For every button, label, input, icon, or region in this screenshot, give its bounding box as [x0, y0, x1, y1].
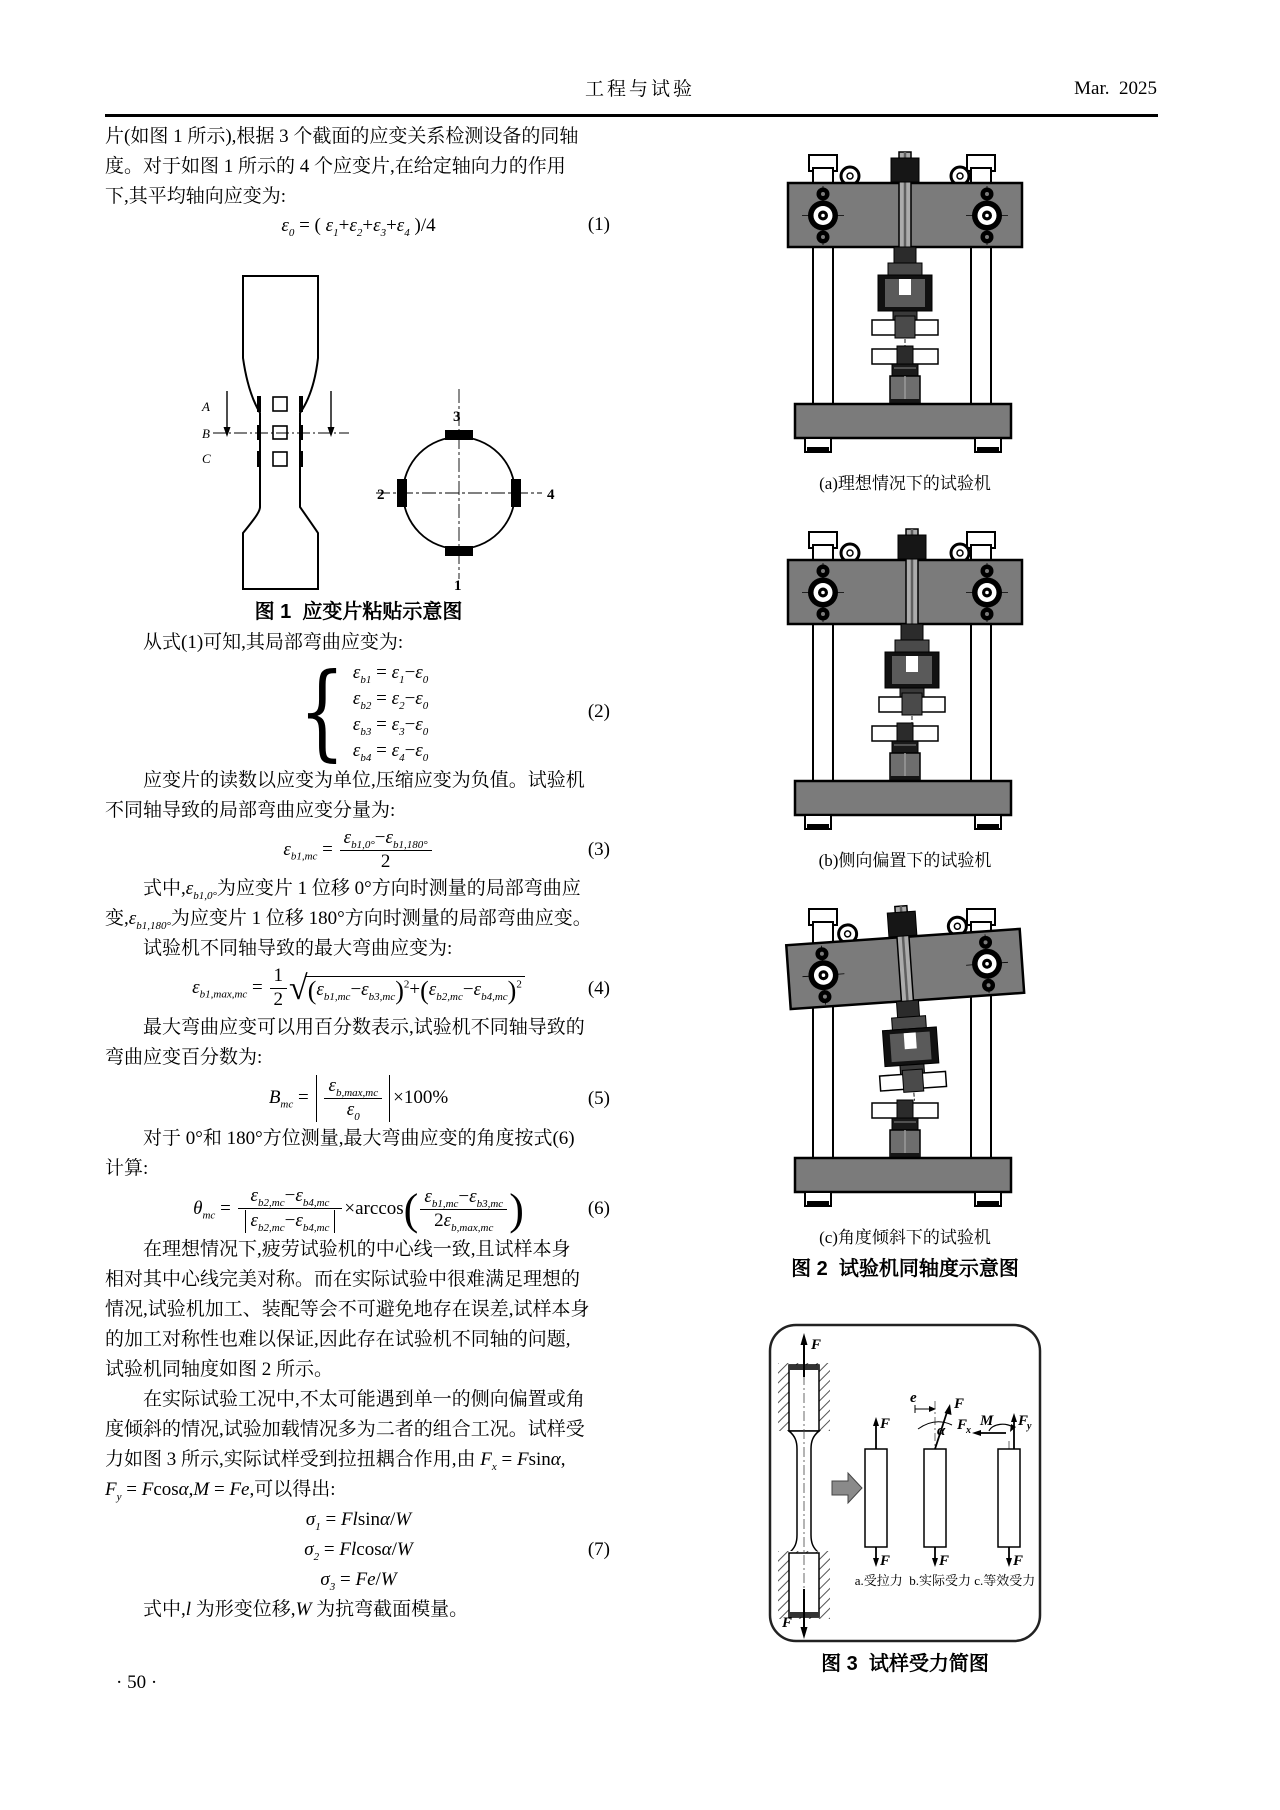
- journal-title: 工程与试验: [584, 79, 695, 100]
- body-line: 试验机不同轴导致的最大弯曲应变为:: [143, 938, 453, 960]
- force-label-f: F: [939, 1553, 950, 1569]
- force-label-f: F: [1013, 1553, 1024, 1569]
- body-line: 变$,\varepsilon_{b1,180^\circ}$为应变片 1 位移 180°方向时测量的局部弯曲应变。: [105, 908, 592, 933]
- body-line: 相对其中心线完美对称。而在实际试验中很难满足理想的: [105, 1268, 581, 1290]
- figure1-caption: 图 1 应变片粘贴示意图: [254, 600, 463, 623]
- fig2-subcaption-b: (b)侧向偏置下的试验机: [818, 851, 992, 870]
- equation-6: [105, 1184, 612, 1235]
- issue-date: Mar. 2025: [1074, 78, 1157, 99]
- force-label-f-tilted: F: [954, 1396, 965, 1412]
- fig2-subfigure-c: [652, 904, 1158, 1251]
- equation-body: $\varepsilon_{b1,max,mc}$ = $\frac{1}{2}$ √ ( $\varepsilon_{b1,mc}-\varepsilon_{b3,mc}$ ) $^2$+ ( $\varepsilon_{b2,mc}-\varepsilon_{b4,mc}$ ) $^2$: [192, 966, 525, 1011]
- equation-number: (6): [587, 1198, 610, 1220]
- body-line: 片(如图 1 所示),根据 3 个截面的应变关系检测设备的同轴: [105, 126, 579, 147]
- equation-body: $B_{mc}$ = $\frac{\varepsilon_{b,max,mc}}{\varepsilon_0}$ ×100%: [268, 1075, 449, 1123]
- equation-2: [105, 650, 612, 773]
- gauge-label-3: 3: [453, 408, 461, 425]
- equation-3: [105, 826, 612, 875]
- fig2-machine-offset: [775, 527, 1035, 839]
- fig3-inner-caption: a.受拉力 b.实际受力 c.等效受力: [854, 1573, 1036, 1588]
- body-line: 从式(1)可知,其局部弯曲应变为:: [143, 631, 404, 653]
- body-line: 下,其平均轴向应变为:: [105, 186, 287, 207]
- body-line: 式中$,\varepsilon_{b1,0^\circ}$为应变片 1 位移 0°方向时测量的局部弯曲应: [143, 878, 581, 903]
- body-line: 情况,试验机加工、装配等会不可避免地存在误差,试样本身: [105, 1298, 590, 1320]
- body-line: 在实际试验工况中,不太可能遇到单一的侧向偏置或角: [143, 1388, 585, 1410]
- figure2-caption: 图 2 试验机同轴度示意图: [791, 1258, 1019, 1280]
- equation-1: [105, 212, 612, 239]
- equation-number: (1): [587, 214, 610, 236]
- figure1: [105, 241, 612, 596]
- body-line: 不同轴导致的局部弯曲应变分量为:: [105, 799, 396, 821]
- force-label-fx-sub: x: [966, 1425, 971, 1436]
- force-label-fy: F: [1018, 1413, 1029, 1429]
- figure3-drawing: [768, 1323, 1042, 1643]
- equation-number: (3): [587, 839, 610, 861]
- equation-number: (4): [587, 977, 610, 999]
- equation-4: [105, 964, 612, 1013]
- body-line: 最大弯曲应变可以用百分数表示,试验机不同轴导致的: [143, 1017, 585, 1039]
- gauge-label-4: 4: [547, 486, 555, 503]
- body-line: 应变片的读数以应变为单位,压缩应变为负值。试验机: [143, 769, 585, 791]
- figure3-caption: 图 3 试样受力简图: [821, 1653, 989, 1675]
- body-line: 的加工对称性也难以保证,因此存在试验机不同轴的问题,: [105, 1328, 571, 1350]
- fig2-subcaption-c: (c)角度倾斜下的试验机: [819, 1228, 991, 1247]
- moment-label-m: M: [980, 1413, 994, 1429]
- equation-body: $\varepsilon_{b1,mc}$ = $\frac{\varepsilon_{b1,0^\circ}-\varepsilon_{b1,180^\circ}}{2}$: [283, 828, 433, 873]
- left-column: [105, 122, 612, 1625]
- equation-body: $\sigma_3 = Fe/W$: [320, 1568, 397, 1593]
- body-line: 度。对于如图 1 所示的 4 个应变片,在给定轴向力的作用: [105, 156, 566, 177]
- equation-7: [105, 1505, 612, 1595]
- figure1-drawing: [106, 241, 611, 591]
- fig2-subfigure-b: [652, 527, 1158, 874]
- equation-number: (5): [587, 1087, 610, 1109]
- body-line: 度倾斜的情况,试验加载情况多为二者的组合工况。试样受: [105, 1418, 585, 1440]
- body-line: 弯曲应变百分数为:: [105, 1047, 263, 1069]
- equation-body: { $\varepsilon_{b1} = \varepsilon_1-\varepsilon_0$ $\varepsilon_{b2} = \varepsilon_2-\varepsilon_0$ $\varepsilon_{b3} = \varepsilon_3-\varepsilon_0$ $\varepsilon_{b4} = \varepsilon_4-\varepsilon_0$: [298, 650, 429, 773]
- body-line: 试验机同轴度如图 2 所示。: [105, 1358, 334, 1380]
- header-rule: [105, 114, 1158, 117]
- force-label-f-bottom: F: [782, 1615, 793, 1631]
- fig2-machine-tilted: [775, 904, 1035, 1216]
- gauge-label-2: 2: [377, 486, 385, 503]
- fig2-subfigure-a: [652, 150, 1158, 497]
- equation-number: (2): [587, 700, 610, 722]
- fig2-machine-ideal: [775, 150, 1035, 462]
- force-label-fx: F: [957, 1417, 968, 1433]
- body-line: 式中,l 为形变位移,W 为抗弯截面模量。: [143, 1598, 469, 1620]
- right-column: [652, 150, 1158, 1680]
- gauge-label-1: 1: [454, 577, 462, 591]
- figure3: [652, 1323, 1158, 1648]
- force-label-f: F: [880, 1553, 891, 1569]
- body-line: $F_y = Fcos\alpha,M = Fe$,可以得出:: [105, 1478, 336, 1503]
- body-line: 对于 0°和 180°方位测量,最大弯曲应变的角度按式(6): [143, 1127, 575, 1149]
- force-label-fy-sub: y: [1027, 1421, 1032, 1432]
- body-line: 计算:: [105, 1157, 149, 1179]
- section-label-a: A: [202, 398, 210, 414]
- equation-number: (7): [587, 1538, 610, 1560]
- force-label-f-top: F: [811, 1337, 822, 1353]
- equation-body: $\varepsilon_0$ = ( $\varepsilon_1+\varepsilon_2+\varepsilon_3+\varepsilon_4$ )/4: [281, 214, 436, 239]
- page-number: · 50 ·: [116, 1672, 158, 1693]
- body-line: 力如图 3 所示,实际试样受到拉扭耦合作用,由 $F_x = Fsin\alpha$,: [105, 1448, 566, 1473]
- section-label-b: B: [202, 425, 210, 441]
- equation-body: $\theta_{mc}$ = $\frac{\varepsilon_{b2,mc}-\varepsilon_{b4,mc}}{\varepsilon_{b2,mc}-\varepsilon_{b4,mc}}$ ×arccos ( $\frac{\varepsilon_{b1,mc}-\varepsilon_{b3,mc}}{2\varepsilon_{b,max,mc}}$ ): [193, 1184, 524, 1234]
- fig2-subcaption-a: (a)理想情况下的试验机: [819, 474, 991, 493]
- equation-5: [105, 1073, 612, 1124]
- section-label-c: C: [202, 450, 211, 466]
- body-line: 在理想情况下,疲劳试验机的中心线一致,且试样本身: [143, 1238, 571, 1260]
- force-label-f: F: [880, 1416, 891, 1432]
- equation-body: $\sigma_1 = Flsin\alpha/W$: [305, 1508, 412, 1533]
- offset-label-e: e: [910, 1390, 917, 1406]
- equation-body: $\sigma_2 = Flcos\alpha/W$: [304, 1538, 413, 1563]
- angle-label-alpha: α: [937, 1423, 946, 1439]
